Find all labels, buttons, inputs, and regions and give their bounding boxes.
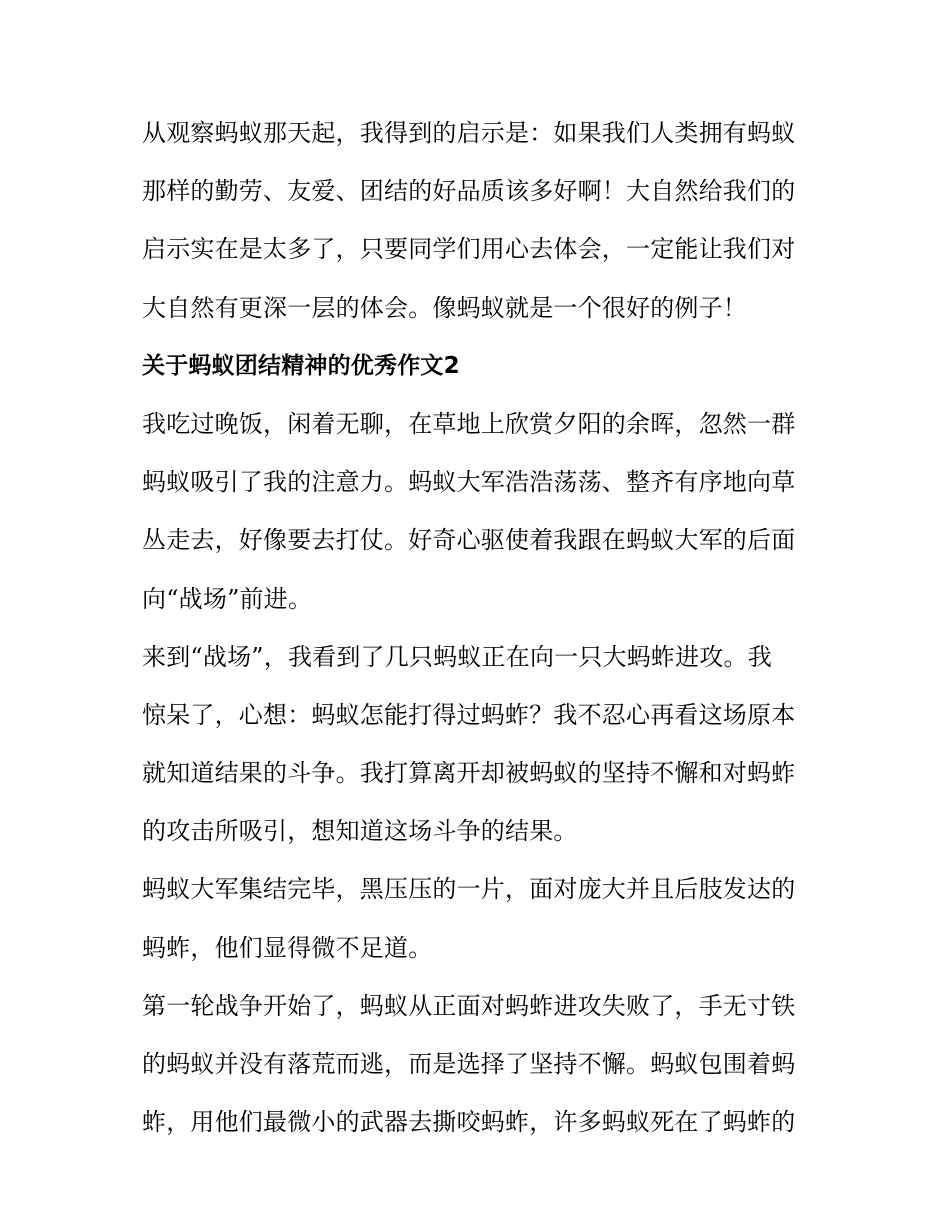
text-line: 蚂蚱，他们显得微不足道。	[142, 933, 433, 962]
text-line: 丛走去，好像要去打仗。好奇心驱使着我跟在蚂蚁大军的后面	[142, 526, 796, 555]
text-line: 从观察蚂蚁那天起，我得到的启示是：如果我们人类拥有蚂蚁	[142, 119, 796, 147]
text-line: 第一轮战争开始了，蚂蚁从正面对蚂蚱进攻失败了，手无寸铁	[142, 991, 796, 1020]
text-line: 启示实在是太多了，只要同学们用心去体会，一定能让我们对	[142, 235, 796, 264]
paragraph-conclusion	[142, 104, 814, 337]
paragraph-first-battle	[142, 977, 814, 1152]
text-line: 蚂蚁吸引了我的注意力。蚂蚁大军浩浩荡荡、整齐有序地向草	[142, 468, 796, 497]
text-line: 蚂蚁大军集结完毕，黑压压的一片，面对庞大并且后肢发达的	[142, 875, 796, 904]
text-line: 惊呆了，心想：蚂蚁怎能打得过蚂蚱？我不忍心再看这场原本	[142, 700, 796, 729]
text-line: 蚱，用他们最微小的武器去撕咬蚂蚱，许多蚂蚁死在了蚂蚱的	[142, 1108, 796, 1137]
paragraph-army	[142, 860, 814, 976]
text-line: 那样的勤劳、友爱、团结的好品质该多好啊！大自然给我们的	[142, 177, 796, 206]
text-line: 大自然有更深一层的体会。像蚂蚁就是一个很好的例子！	[142, 293, 747, 322]
text-line: 的攻击所吸引，想知道这场斗争的结果。	[142, 817, 578, 846]
text-line: 就知道结果的斗争。我打算离开却被蚂蚁的坚持不懈和对蚂蚱	[142, 759, 796, 788]
paragraph-evening	[142, 395, 814, 628]
text-line: 我吃过晚饭，闲着无聊，在草地上欣赏夕阳的余晖，忽然一群	[142, 409, 796, 438]
text-line: 向“战场”前进。	[142, 584, 313, 613]
heading-text: 关于蚂蚁团结精神的优秀作文2	[142, 352, 460, 379]
section-heading	[142, 337, 814, 395]
document-body	[142, 104, 814, 1151]
text-line: 的蚂蚁并没有落荒而逃，而是选择了坚持不懈。蚂蚁包围着蚂	[142, 1050, 796, 1078]
text-line: 来到“战场”，我看到了几只蚂蚁正在向一只大蚂蚱进攻。我	[142, 642, 772, 671]
paragraph-battlefield	[142, 628, 814, 861]
